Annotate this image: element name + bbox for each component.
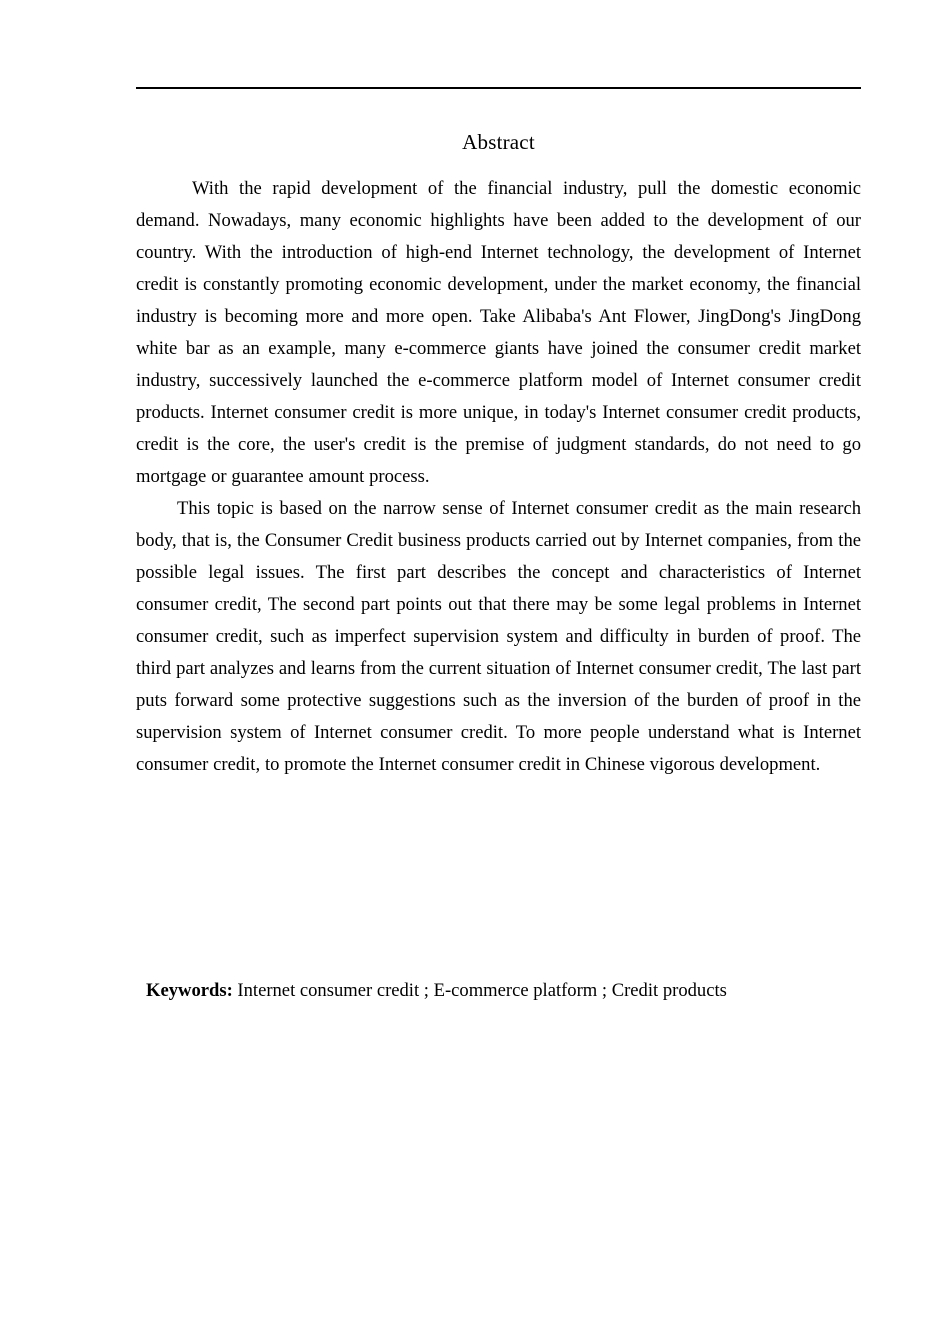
page-title: Abstract: [462, 130, 535, 155]
abstract-paragraph-2: This topic is based on the narrow sense of Internet consumer credit as the main research body, that is, the Consumer Credit business products carried out by Internet companies, from the possible legal issues. The first part describes the concept and characteristics of Internet consumer credit, The second part points out that there may be some legal problems in Internet consumer credit, such as imperfect supervision system and difficulty in burden of proof. The third part analyzes and learns from the current situation of Internet consumer credit, The last part puts forward some protective suggestions such as the inversion of the burden of proof in the supervision system of Internet consumer credit. To more people understand what is Internet consumer credit, to promote the Internet consumer credit in Chinese vigorous development.: [136, 498, 861, 775]
keywords-label: Keywords:: [146, 980, 233, 1001]
keywords-line: [136, 975, 861, 1007]
keywords-value: Internet consumer credit ; E-commerce platform ; Credit products: [232, 980, 727, 1001]
abstract-body: [136, 173, 861, 781]
abstract-paragraph-1: With the rapid development of the financial industry, pull the domestic economic demand. Nowadays, many economic highlights have been added to the development of our country. With the introduction of high-end Internet technology, the development of Internet credit is constantly promoting economic development, under the market economy, the financial industry is becoming more and more open. Take Alibaba's Ant Flower, JingDong's JingDong white bar as an example, many e-commerce giants have joined the consumer credit market industry, successively launched the e-commerce platform model of Internet consumer credit products. Internet consumer credit is more unique, in today's Internet consumer credit products, credit is the core, the user's credit is the premise of judgment standards, do not need to go mortgage or guarantee amount process.: [136, 178, 861, 487]
header-rule: [136, 87, 861, 89]
